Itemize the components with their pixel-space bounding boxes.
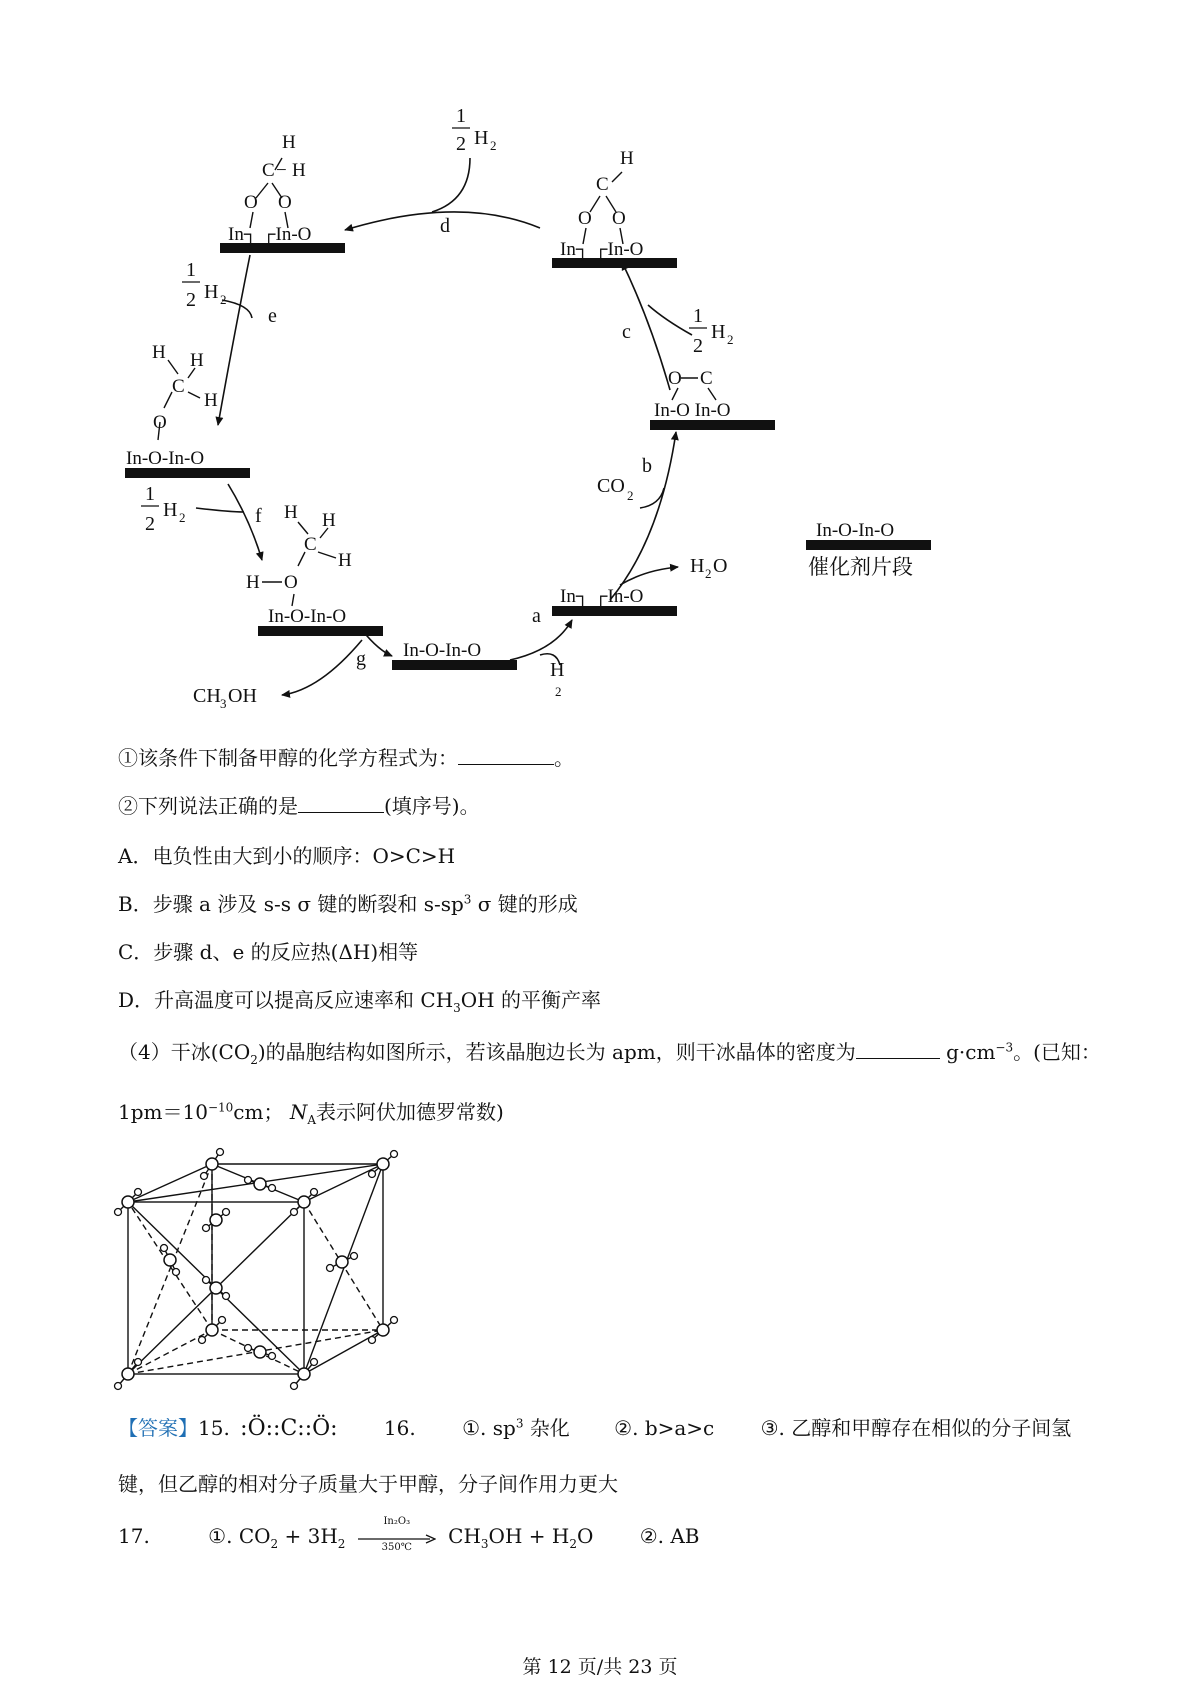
svg-text:3: 3 xyxy=(220,696,227,711)
svg-text:H: H xyxy=(474,127,489,149)
legend-bar xyxy=(806,540,931,550)
option-d: D．升高温度可以提高反应速率和 $CH_3OH$ 的平衡产率 xyxy=(118,988,601,1015)
svg-text:2: 2 xyxy=(727,332,734,347)
svg-text:2: 2 xyxy=(179,510,186,525)
q1-line: ①该条件下制备甲醇的化学方程式为： 。 xyxy=(118,746,574,770)
answer-line-3: 17. ①. $CO_2 + 3H_2$ In₂O₃ 350℃ $CH_3OH + H_2O$ ②. AB xyxy=(118,1515,700,1553)
h2-in-c xyxy=(648,305,692,335)
surface-bar-7 xyxy=(552,606,677,616)
svg-text:In-O-In-O: In-O-In-O xyxy=(126,448,205,469)
svg-text:H: H xyxy=(620,148,634,169)
h2-in-f xyxy=(196,508,244,512)
reaction-condition-arrow: In₂O₃ 350℃ xyxy=(358,1528,436,1548)
svg-text:2: 2 xyxy=(145,513,155,535)
h2-in-d xyxy=(432,158,470,212)
svg-text:C: C xyxy=(262,160,275,181)
catalytic-cycle-diagram xyxy=(0,0,1200,720)
svg-text:H: H xyxy=(204,281,219,303)
svg-text:2: 2 xyxy=(627,488,634,503)
svg-text:H: H xyxy=(690,555,705,577)
svg-text:In-O-In-O: In-O-In-O xyxy=(403,640,482,661)
svg-text:2: 2 xyxy=(220,292,227,307)
page-footer: 第 12 页/共 23 页 xyxy=(522,1656,678,1678)
svg-text:O: O xyxy=(244,192,258,213)
svg-text:2: 2 xyxy=(555,684,562,699)
step-label-f: f xyxy=(255,505,262,527)
svg-text:C: C xyxy=(596,174,609,195)
option-a: A．电负性由大到小的顺序：O>C>H xyxy=(118,844,456,868)
svg-text:H: H xyxy=(338,550,352,571)
svg-text:C: C xyxy=(172,376,185,397)
svg-text:H: H xyxy=(204,390,218,411)
answer-line-2: 键，但乙醇的相对分子质量大于甲醇，分子间作用力更大 xyxy=(118,1472,618,1496)
h2o-out xyxy=(620,567,678,585)
q2-line: ②下列说法正确的是 (填序号)。 xyxy=(118,794,480,818)
svg-text:2: 2 xyxy=(705,566,712,581)
svg-text:H: H xyxy=(282,132,296,153)
svg-text:CO: CO xyxy=(597,475,625,497)
answer-line-1: 【答案】15. :Ö::C::Ö: 16. ①. $sp^3$ 杂化 ②. b>a>c ③. 乙醇和甲醇存在相似的分子间氢 xyxy=(118,1416,1072,1441)
svg-text:1: 1 xyxy=(145,483,155,505)
svg-text:H: H xyxy=(322,510,336,531)
svg-text:2: 2 xyxy=(186,289,196,311)
option-c: C．步骤 d、e 的反应热(ΔH)相等 xyxy=(118,940,419,964)
surface-bar-4 xyxy=(125,468,250,478)
surface-bar-3 xyxy=(650,420,775,430)
svg-text:H: H xyxy=(284,502,298,523)
option-b: B．步骤 a 涉及 s-s σ 键的断裂和 $s-sp^3$ σ 键的形成 xyxy=(118,892,578,916)
svg-text:In-O In-O: In-O In-O xyxy=(654,400,731,421)
svg-text:2: 2 xyxy=(456,133,466,155)
svg-text:C: C xyxy=(304,534,317,555)
svg-text:H: H xyxy=(152,342,166,363)
svg-text:C: C xyxy=(700,368,713,389)
svg-text:In┐ ┌In-O: In┐ ┌In-O xyxy=(560,586,644,607)
answer-tag: 【答案】 xyxy=(118,1416,198,1440)
surface-bar-6 xyxy=(392,660,517,670)
svg-text:1: 1 xyxy=(693,305,703,327)
step-label-d: d xyxy=(440,215,450,237)
legend-label: 催化剂片段 xyxy=(808,555,913,579)
svg-text:O: O xyxy=(713,555,728,577)
q4-line-2: $1pm=10^{-10}cm$； $N_A$表示阿伏加德罗常数) xyxy=(118,1100,504,1127)
svg-text:H: H xyxy=(550,659,565,681)
svg-text:In┐ ┌In-O: In┐ ┌In-O xyxy=(228,224,312,245)
surface-bar-5 xyxy=(258,626,383,636)
dry-ice-unit-cell xyxy=(100,1140,430,1410)
h2-in-e xyxy=(222,300,252,318)
step-label-g: g xyxy=(356,648,366,670)
svg-text:O: O xyxy=(612,208,626,229)
step-label-b: b xyxy=(642,455,652,477)
svg-text:1: 1 xyxy=(186,259,196,281)
svg-text:O: O xyxy=(578,208,592,229)
arrow-e xyxy=(218,255,250,425)
svg-text:1: 1 xyxy=(456,105,466,127)
svg-text:In-O-In-O: In-O-In-O xyxy=(268,606,347,627)
svg-text:2: 2 xyxy=(693,335,703,357)
q4-line-1: （4）干冰$(CO_2)$的晶胞结构如图所示，若该晶胞边长为 apm，则干冰晶体的密度为 $g\cdot cm^{-3}$。(已知： xyxy=(118,1040,1101,1067)
svg-text:O: O xyxy=(284,572,298,593)
step-label-a: a xyxy=(532,605,541,627)
svg-text:In┐ ┌In-O: In┐ ┌In-O xyxy=(560,239,644,260)
step-label-c: c xyxy=(622,321,631,343)
co2-electron-dot-formula: :Ö::C::Ö: xyxy=(240,1416,338,1441)
svg-text:CH: CH xyxy=(193,685,221,707)
step-label-e: e xyxy=(268,305,277,327)
svg-text:O: O xyxy=(153,412,167,433)
svg-text:O: O xyxy=(278,192,292,213)
svg-text:2: 2 xyxy=(490,138,497,153)
svg-text:−: − xyxy=(276,160,287,181)
legend-formula: In-O-In-O xyxy=(816,520,895,541)
svg-text:H: H xyxy=(190,350,204,371)
svg-text:H: H xyxy=(711,321,726,343)
svg-text:H: H xyxy=(163,499,178,521)
svg-text:O: O xyxy=(668,368,682,389)
svg-text:H: H xyxy=(292,160,306,181)
svg-text:H: H xyxy=(246,572,260,593)
ch3oh-out xyxy=(282,640,362,695)
svg-text:OH: OH xyxy=(228,685,257,707)
